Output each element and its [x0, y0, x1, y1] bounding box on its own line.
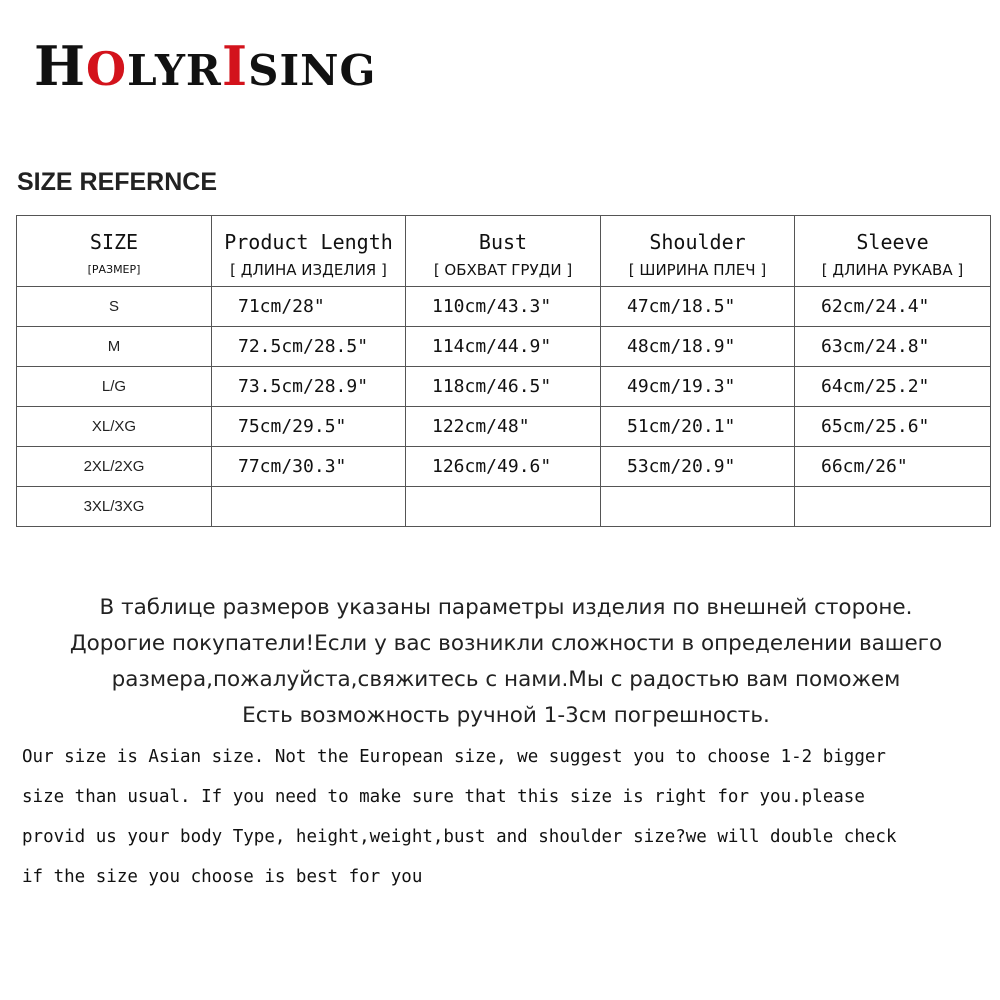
size-cell: 2XL/2XG [17, 447, 212, 487]
table-header-row [17, 216, 991, 287]
shoulder-cell: 47cm/18.5" [601, 287, 795, 327]
sleeve-cell: 66cm/26" [795, 447, 991, 487]
header-sleeve-label: Sleeve [856, 229, 929, 254]
header-length-label: Product Length [224, 229, 393, 254]
english-note-line: size than usual. If you need to make sure that this size is right for you.please [22, 787, 865, 807]
header-size [17, 216, 212, 287]
length-cell [212, 487, 406, 527]
shoulder-cell: 53cm/20.9" [601, 447, 795, 487]
table-row [17, 447, 991, 487]
table-row [17, 407, 991, 447]
header-bust [406, 216, 601, 287]
header-shoulder [601, 216, 795, 287]
russian-note-line: В таблице размеров указаны параметры изделия по внешней стороне. [99, 595, 913, 620]
size-cell: 3XL/3XG [17, 487, 212, 527]
sleeve-cell: 62cm/24.4" [795, 287, 991, 327]
bust-cell: 110cm/43.3" [406, 287, 601, 327]
table-row [17, 487, 991, 527]
english-note [22, 737, 994, 897]
size-cell: S [17, 287, 212, 327]
table-row [17, 367, 991, 407]
russian-note-line: Есть возможность ручной 1-3см погрешность. [242, 703, 770, 728]
bust-cell: 122cm/48" [406, 407, 601, 447]
bust-cell [406, 487, 601, 527]
length-cell: 73.5cm/28.9" [212, 367, 406, 407]
length-cell: 72.5cm/28.5" [212, 327, 406, 367]
english-note-line: provid us your body Type, height,weight,bust and shoulder size?we will double check [22, 827, 897, 847]
russian-note-line: Дорогие покупатели!Если у вас возникли сложности в определении вашего [69, 631, 943, 656]
english-note-line: Our size is Asian size. Not the European size, we suggest you to choose 1-2 bigger [22, 747, 886, 767]
sleeve-cell: 64cm/25.2" [795, 367, 991, 407]
header-length-sublabel: [ ДЛИНА ИЗДЕЛИЯ ] [230, 260, 387, 279]
shoulder-cell: 49cm/19.3" [601, 367, 795, 407]
header-size-sublabel: [РАЗМЕР] [87, 262, 141, 276]
sleeve-cell: 65cm/25.6" [795, 407, 991, 447]
length-cell: 75cm/29.5" [212, 407, 406, 447]
english-note-line: if the size you choose is best for you [22, 867, 423, 887]
header-shoulder-label: Shoulder [649, 229, 746, 254]
bust-cell: 114cm/44.9" [406, 327, 601, 367]
header-bust-sublabel: [ ОБХВАТ ГРУДИ ] [433, 260, 573, 279]
header-sleeve-sublabel: [ ДЛИНА РУКАВА ] [821, 260, 964, 279]
length-cell: 71cm/28" [212, 287, 406, 327]
shoulder-cell: 48cm/18.9" [601, 327, 795, 367]
table-row [17, 287, 991, 327]
size-cell: M [17, 327, 212, 367]
brand-logo: HOLYRISING [34, 34, 377, 98]
header-length [212, 216, 406, 287]
shoulder-cell [601, 487, 795, 527]
bust-cell: 118cm/46.5" [406, 367, 601, 407]
section-title: SIZE REFERNCE [17, 168, 218, 196]
length-cell: 77cm/30.3" [212, 447, 406, 487]
size-cell: L/G [17, 367, 212, 407]
header-shoulder-sublabel: [ ШИРИНА ПЛЕЧ ] [628, 260, 767, 279]
header-size-label: SIZE [89, 229, 139, 254]
sleeve-cell: 63cm/24.8" [795, 327, 991, 367]
shoulder-cell: 51cm/20.1" [601, 407, 795, 447]
table-row [17, 327, 991, 367]
header-bust-label: Bust [478, 229, 528, 254]
russian-note-line: размера,пожалуйста,свяжитесь с нами.Мы с радостью вам поможем [111, 667, 901, 692]
size-reference-table [16, 215, 991, 527]
size-cell: XL/XG [17, 407, 212, 447]
bust-cell: 126cm/49.6" [406, 447, 601, 487]
sleeve-cell [795, 487, 991, 527]
russian-note [16, 590, 996, 734]
header-sleeve [795, 216, 991, 287]
